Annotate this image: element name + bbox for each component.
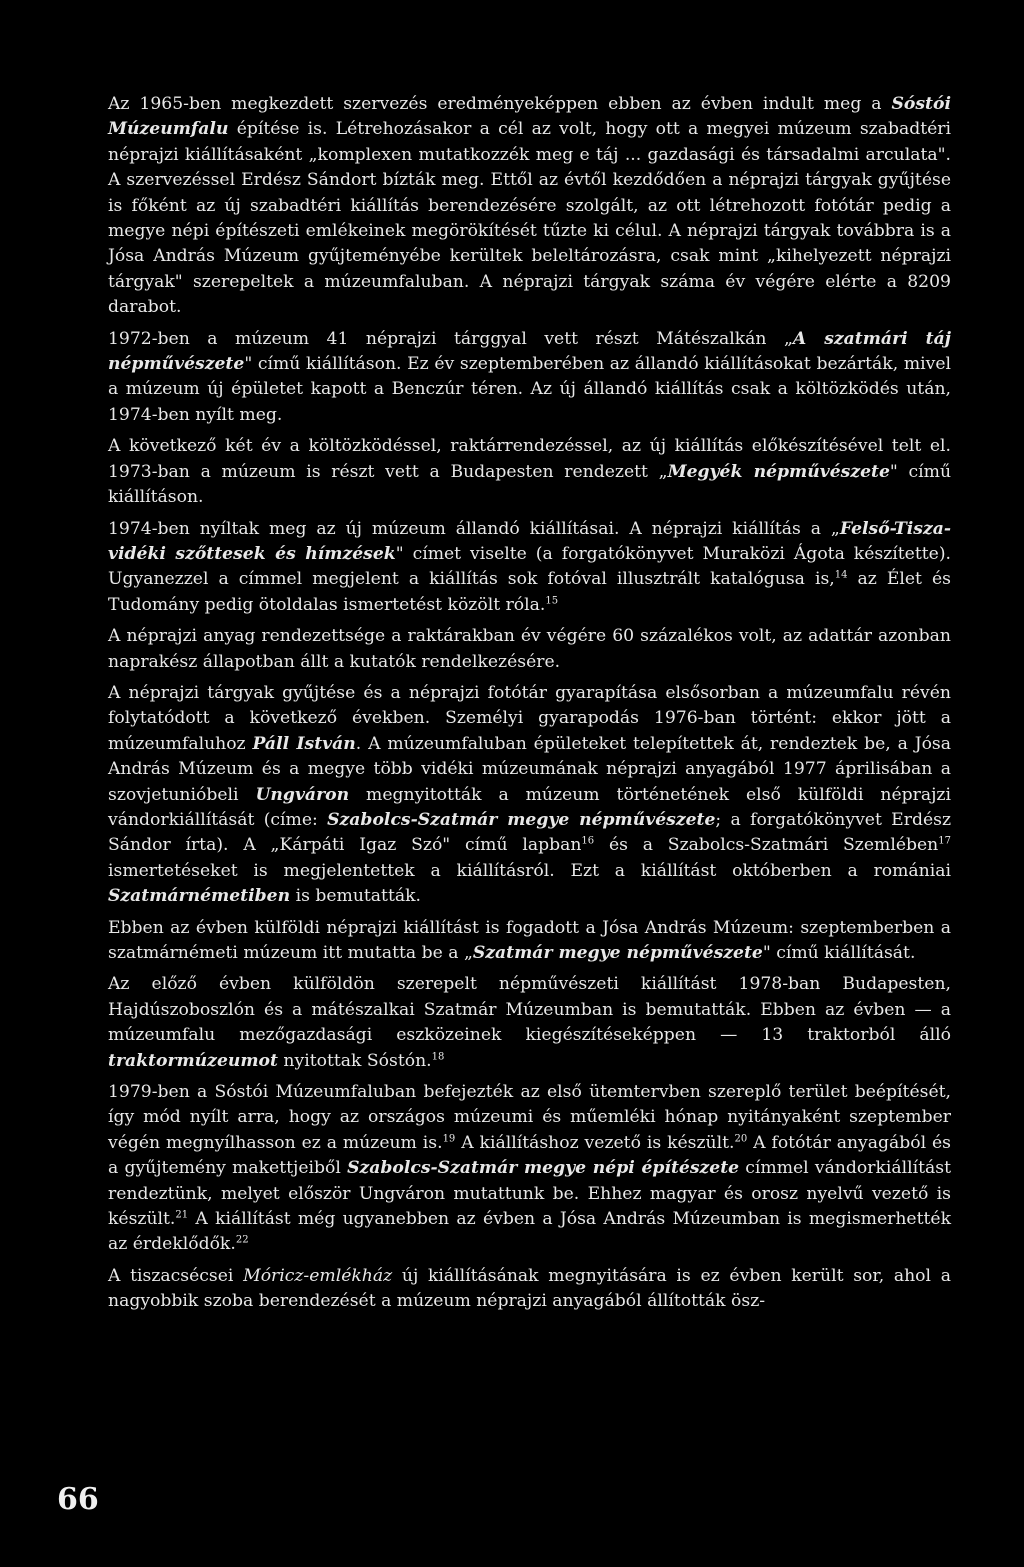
paragraph (108, 1264, 951, 1315)
paragraph-text: is bemutatták. (290, 886, 421, 907)
paragraph-text: Az előző évben külföldön szerepelt népművészeti kiállítást 1978-ban Budapesten, Hajdúszoboszlón és a mátészalkai Szatmár Múzeumban is bemutatták. Ebben az évben — a múzeumfalu mezőgazdasági eszközeinek kiegészítéseképpen — 13 traktorból álló (108, 974, 951, 1046)
paragraph-text: " címet viselte (a forgatókönyvet Muraközi Ágota készítette). Ugyanezzel a címmel megjelent a kiállítás sok fotóval illusztrált katalógusa is, (108, 543, 951, 590)
paragraph (108, 681, 951, 910)
paragraph-text: " című kiállításon. Ez év szeptemberében az állandó kiállításokat bezárták, mivel a múzeum új épületet kapott a Benczúr téren. Az új állandó kiállítás csak a költözködés után, 1974-ben nyílt meg. (108, 354, 951, 425)
paragraph-text: 1974-ben nyíltak meg az új múzeum állandó kiállításai. A néprajzi kiállítás a „ (108, 518, 840, 539)
paragraph-text: A következő két év a költözködéssel, raktárrendezéssel, az új kiállítás előkészítésével telt el. 1973-ban a múzeum is részt vett a Budapesten rendezett „ (108, 436, 951, 482)
paragraph (108, 1080, 951, 1258)
footnote-ref: 21 (175, 1209, 189, 1221)
paragraph-text: A néprajzi anyag rendezettsége a raktárakban év végére 60 százalékos volt, az adattár azonban naprakész állapotban állt a kutatók rendelkezésére. (108, 626, 951, 672)
footnote-ref: 17 (938, 835, 951, 847)
paragraph (108, 972, 951, 1074)
paragraph-text: . A múzeumfaluban épületeket telepítettek át, rendeztek be, a Jósa András Múzeum és a megye több vidéki múzeumának néprajzi anyagából 1977 áprilisában a szovjetunióbeli (108, 733, 951, 805)
paragraph-text: Az 1965-ben megkezdett szervezés eredményeképpen ebben az évben indult meg a (108, 94, 892, 114)
text-column (108, 92, 951, 1315)
emphasis-text: Móricz-emlékház (243, 1265, 393, 1286)
paragraph-text: címmel vándorkiállítást rendeztünk, melyet először Ungváron mutattunk be. Ehhez magyar és orosz nyelvű vezető is készült. (108, 1158, 951, 1230)
paragraph-text: új kiállításának megnyitására is ez évben került sor, ahol a nagyobbik szoba berendezését a múzeum néprajzi anyagából állították ösz- (108, 1265, 951, 1312)
emphasis-text: Ungváron (255, 784, 350, 805)
paragraph-text: az Élet és Tudomány pedig ötoldalas ismertetést közölt róla. (108, 569, 951, 615)
paragraph-text: Ebben az évben külföldi néprajzi kiállítást is fogadott a Jósa András Múzeum: szeptemberben a szatmárnémeti múzeum itt mutatta be a „ (108, 917, 951, 963)
paragraph (108, 434, 951, 510)
paragraph-text: nyitottak Sóstón. (277, 1050, 432, 1071)
emphasis-text: Szatmárnémetiben (108, 886, 291, 907)
paragraph-text: megnyitották a múzeum történetének első külföldi néprajzi vándorkiállítását (címe: (108, 784, 951, 830)
page-body (108, 92, 951, 1321)
paragraph (108, 92, 951, 321)
paragraph-text: " című kiállítását. (762, 943, 916, 963)
paragraph-text: A kiállításhoz vezető is készült. (455, 1132, 735, 1153)
paragraph (108, 517, 951, 619)
footnote-ref: 22 (235, 1234, 249, 1246)
footnote-ref: 16 (581, 835, 595, 847)
paragraph-text: A néprajzi tárgyak gyűjtése és a néprajzi fotótár gyarapítása elsősorban a múzeumfalu révén folytatódott a következő években. Személyi gyarapodás 1976-ban történt: ekkor jött a múzeumfaluhoz (108, 682, 951, 754)
emphasis-text: Felső-Tisza-vidéki szőttesek és hímzések (108, 518, 951, 564)
paragraph-text: A kiállítást még ugyanebben az évben a Jósa András Múzeumban is megismerhették az érdeklődők. (108, 1209, 951, 1255)
paragraph-text: és a Szabolcs-Szatmári Szemlében (594, 835, 939, 856)
paragraph (108, 916, 951, 967)
paragraph-text: " című kiállításon. (108, 461, 952, 508)
emphasis-text: Szabolcs-Szatmár megye népi építészete (347, 1158, 740, 1179)
footnote-ref: 18 (431, 1050, 445, 1062)
paragraph-text: építése is. Létrehozásakor a cél az volt, hogy ott a megyei múzeum szabadtéri néprajzi kiállításaként „komplexen mutatkozzék meg e táj ... gazdasági és társadalmi arculata". A szervezéssel Erdész Sándort bízták meg. Ettől az évtől kezdődően a néprajzi tárgyak gyűjtése is főként az új szabadtéri kiállítás berendezésére szolgált, az ott létrehozott fotótár pedig a megye népi építészeti emlékeinek megörökítését tűzte ki célul. A néprajzi tárgyak továbbra is a Jósa András Múzeum gyűjteményébe kerültek beleltározásra, csak mint „kihelyezett néprajzi tárgyak" szerepeltek a múzeumfaluban. A néprajzi tárgyak száma év végére elérte a 8209 darabot. (108, 119, 951, 318)
paragraph-text: A tiszacsécsei (108, 1265, 244, 1286)
paragraph (108, 327, 951, 429)
paragraph-text: 1972-ben a múzeum 41 néprajzi tárggyal vett részt Mátészalkán „ (108, 328, 793, 349)
footnote-ref: 20 (734, 1133, 748, 1145)
emphasis-text: Szatmár megye népművészete (472, 943, 763, 963)
page-number: 66 (57, 1482, 99, 1517)
footnote-ref: 15 (545, 594, 559, 606)
paragraph-text: A fotótár anyagából és a gyűjtemény makettjeiből (108, 1132, 952, 1179)
emphasis-text: Páll István (252, 733, 356, 754)
paragraph (108, 624, 951, 675)
footnote-ref: 14 (834, 569, 848, 581)
emphasis-text: Sóstói Múzeumfalu (108, 94, 951, 140)
emphasis-text: Megyék népművészete (667, 461, 890, 482)
emphasis-text: traktormúzeumot (108, 1050, 278, 1071)
emphasis-text: A szatmári táj népművészete (108, 328, 951, 375)
paragraph-text: ; a forgatókönyvet Erdész Sándor írta). A „Kárpáti Igaz Szó" című lapban (108, 809, 951, 856)
emphasis-text: Szabolcs-Szatmár megye népművészete (327, 809, 716, 830)
footnote-ref: 19 (442, 1133, 456, 1145)
paragraph-text: 1979-ben a Sóstói Múzeumfaluban befejezték az első ütemtervben szereplő terület beépítését, így mód nyílt arra, hogy az országos múzeumi és műemléki hónap nyitányaként szeptember végén megnyílhasson ez a múzeum is. (108, 1082, 951, 1153)
paragraph-text: ismertetéseket is megjelentettek a kiállításról. Ezt a kiállítást októberben a romániai (108, 860, 951, 881)
